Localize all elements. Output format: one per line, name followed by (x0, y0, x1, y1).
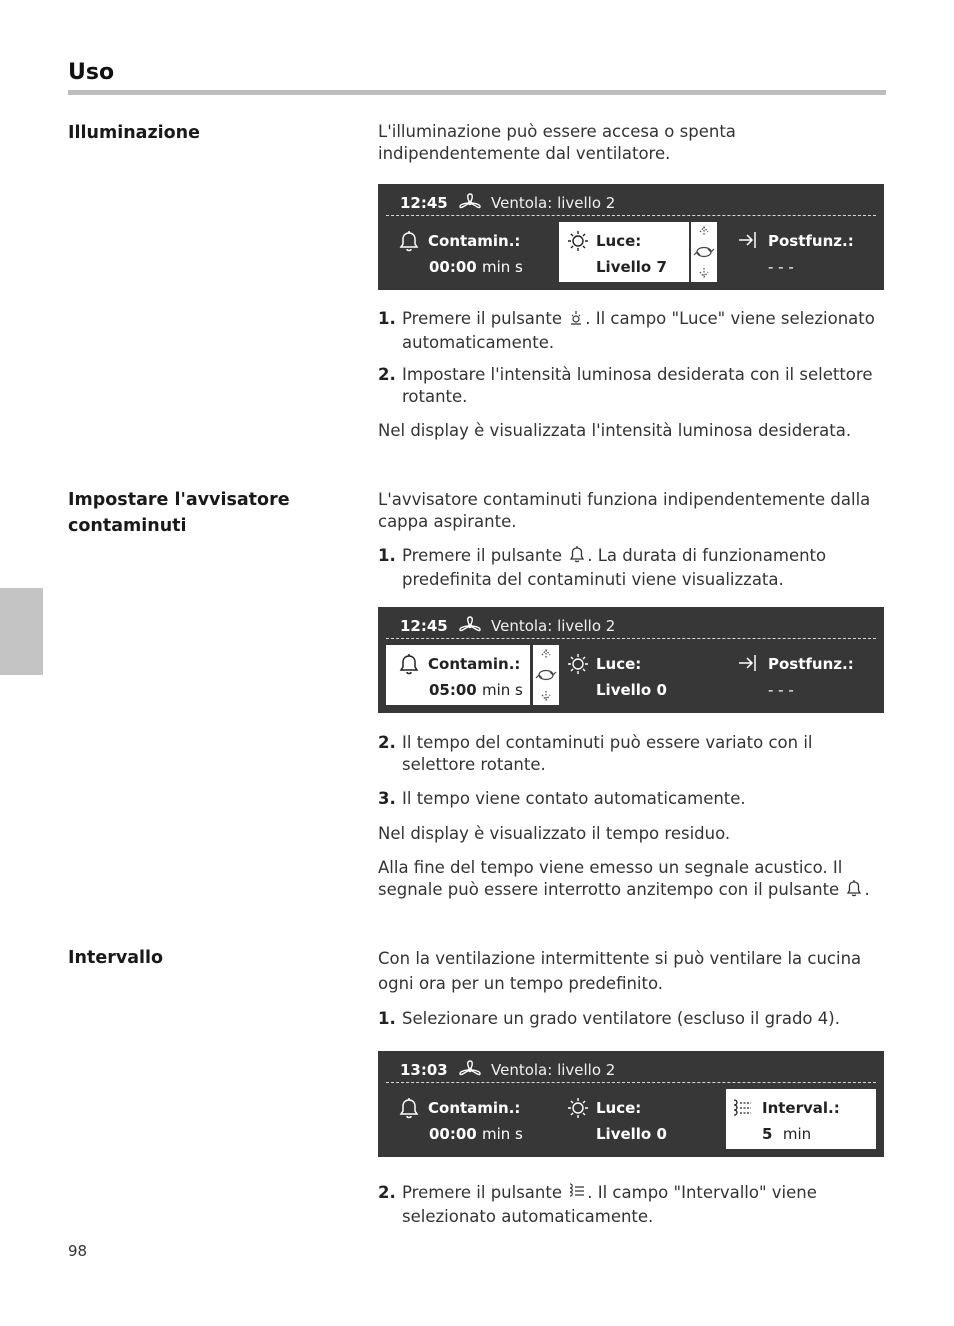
illuminazione-note: Nel display è visualizzata l'intensità luminosa desiderata. (378, 421, 852, 440)
light-label: Luce: (596, 232, 642, 250)
interval-value-group: 5 min (762, 1125, 812, 1143)
display-time: 13:03 (400, 1061, 448, 1079)
display-panel-interval (378, 1051, 884, 1157)
fan-level-label: Ventola: livello 2 (491, 194, 616, 212)
illuminazione-step-2: 2. Impostare l'intensità luminosa desiderata con il selettore rotante. (378, 365, 873, 406)
display-time: 12:45 (400, 617, 448, 635)
interval-icon (730, 1096, 754, 1124)
contaminuti-intro: L'avvisatore contaminuti funziona indipendentemente dalla cappa aspirante. (378, 490, 871, 531)
display-panel-timer (378, 607, 884, 713)
fan-level-label: Ventola: livello 2 (491, 617, 616, 635)
status-divider (386, 1082, 876, 1083)
light-value: Livello 0 (596, 1125, 667, 1143)
bell-icon (396, 229, 422, 257)
timer-cell-selected[interactable] (386, 645, 530, 705)
after-run-label: Postfunz.: (768, 232, 854, 250)
page-number: 98 (68, 1242, 88, 1260)
section-heading-contaminuti: Impostare l'avvisatore contaminuti (68, 490, 290, 536)
light-cell[interactable] (559, 1089, 709, 1149)
contaminuti-step-2: 2. Il tempo del contaminuti può essere variato con il selettore rotante. (378, 733, 813, 774)
bell-icon (396, 1096, 422, 1124)
selector-arrows-icon (533, 645, 559, 705)
status-divider (386, 215, 876, 216)
contaminuti-step-1: 1. Premere il pulsante . La durata di funzionamento predefinita del contaminuti viene visualizzata. (378, 546, 827, 589)
contaminuti-note-1: Nel display è visualizzato il tempo residuo. (378, 824, 731, 843)
timer-cell[interactable] (386, 1089, 556, 1149)
display-status-bar (378, 607, 884, 641)
selector-arrows-icon (691, 222, 717, 282)
fan-level-label: Ventola: livello 2 (491, 1061, 616, 1079)
after-run-icon (736, 652, 760, 678)
timer-value-group: 00:00 min s (429, 258, 523, 276)
bell-icon (396, 652, 422, 680)
light-button-icon (568, 310, 584, 332)
side-tab-marker (0, 588, 43, 675)
status-divider (386, 638, 876, 639)
after-run-value: - - - (768, 681, 794, 699)
section-heading-illuminazione: Illuminazione (68, 123, 201, 143)
section-heading-intervallo: Intervallo (68, 948, 164, 968)
light-icon (565, 652, 591, 680)
light-cell-selected[interactable] (559, 222, 689, 282)
timer-cell[interactable] (386, 222, 556, 282)
illuminazione-intro: L'illuminazione può essere accesa o spenta indipendentemente dal ventilatore. (378, 122, 736, 163)
timer-label: Contamin.: (428, 232, 521, 250)
timer-label: Contamin.: (428, 1099, 521, 1117)
after-run-cell[interactable] (730, 222, 880, 282)
interval-button-icon (568, 1182, 586, 1206)
after-run-cell[interactable] (730, 645, 880, 705)
display-status-bar (378, 184, 884, 218)
contaminuti-note-2: Alla fine del tempo viene emesso un segnale acustico. Il segnale può essere interrotto anzitempo con il pulsante . (378, 857, 883, 903)
light-label: Luce: (596, 1099, 642, 1117)
display-status-bar (378, 1051, 884, 1085)
interval-label: Interval.: (762, 1099, 840, 1117)
contaminuti-step-3: 3. Il tempo viene contato automaticamente. (378, 789, 746, 808)
bell-button-icon (568, 545, 586, 569)
display-panel-light (378, 184, 884, 290)
page-title: Uso (68, 60, 115, 85)
after-run-label: Postfunz.: (768, 655, 854, 673)
bell-button-icon (845, 879, 863, 903)
display-time: 12:45 (400, 194, 448, 212)
timer-value-group: 05:00 min s (429, 681, 523, 699)
after-run-value: - - - (768, 258, 794, 276)
light-icon (565, 229, 591, 257)
intervallo-step-2: 2. Premere il pulsante . Il campo "Intervallo" viene selezionato automaticamente. (378, 1183, 817, 1226)
light-value: Livello 7 (596, 258, 667, 276)
light-label: Luce: (596, 655, 642, 673)
light-cell[interactable] (559, 645, 709, 705)
light-value: Livello 0 (596, 681, 667, 699)
timer-label: Contamin.: (428, 655, 521, 673)
intervallo-step-1: 1. Selezionare un grado ventilatore (escluso il grado 4). (378, 1009, 840, 1028)
title-rule (68, 90, 886, 95)
intervallo-intro: Con la ventilazione intermittente si può ventilare la cucina ogni ora per un tempo predefinito. (378, 949, 862, 993)
light-icon (565, 1096, 591, 1124)
after-run-icon (736, 229, 760, 255)
interval-cell-selected[interactable] (726, 1089, 876, 1149)
timer-value-group: 00:00 min s (429, 1125, 523, 1143)
illuminazione-step-1: 1. Premere il pulsante . Il campo "Luce" viene selezionato automaticamente. (378, 309, 875, 352)
